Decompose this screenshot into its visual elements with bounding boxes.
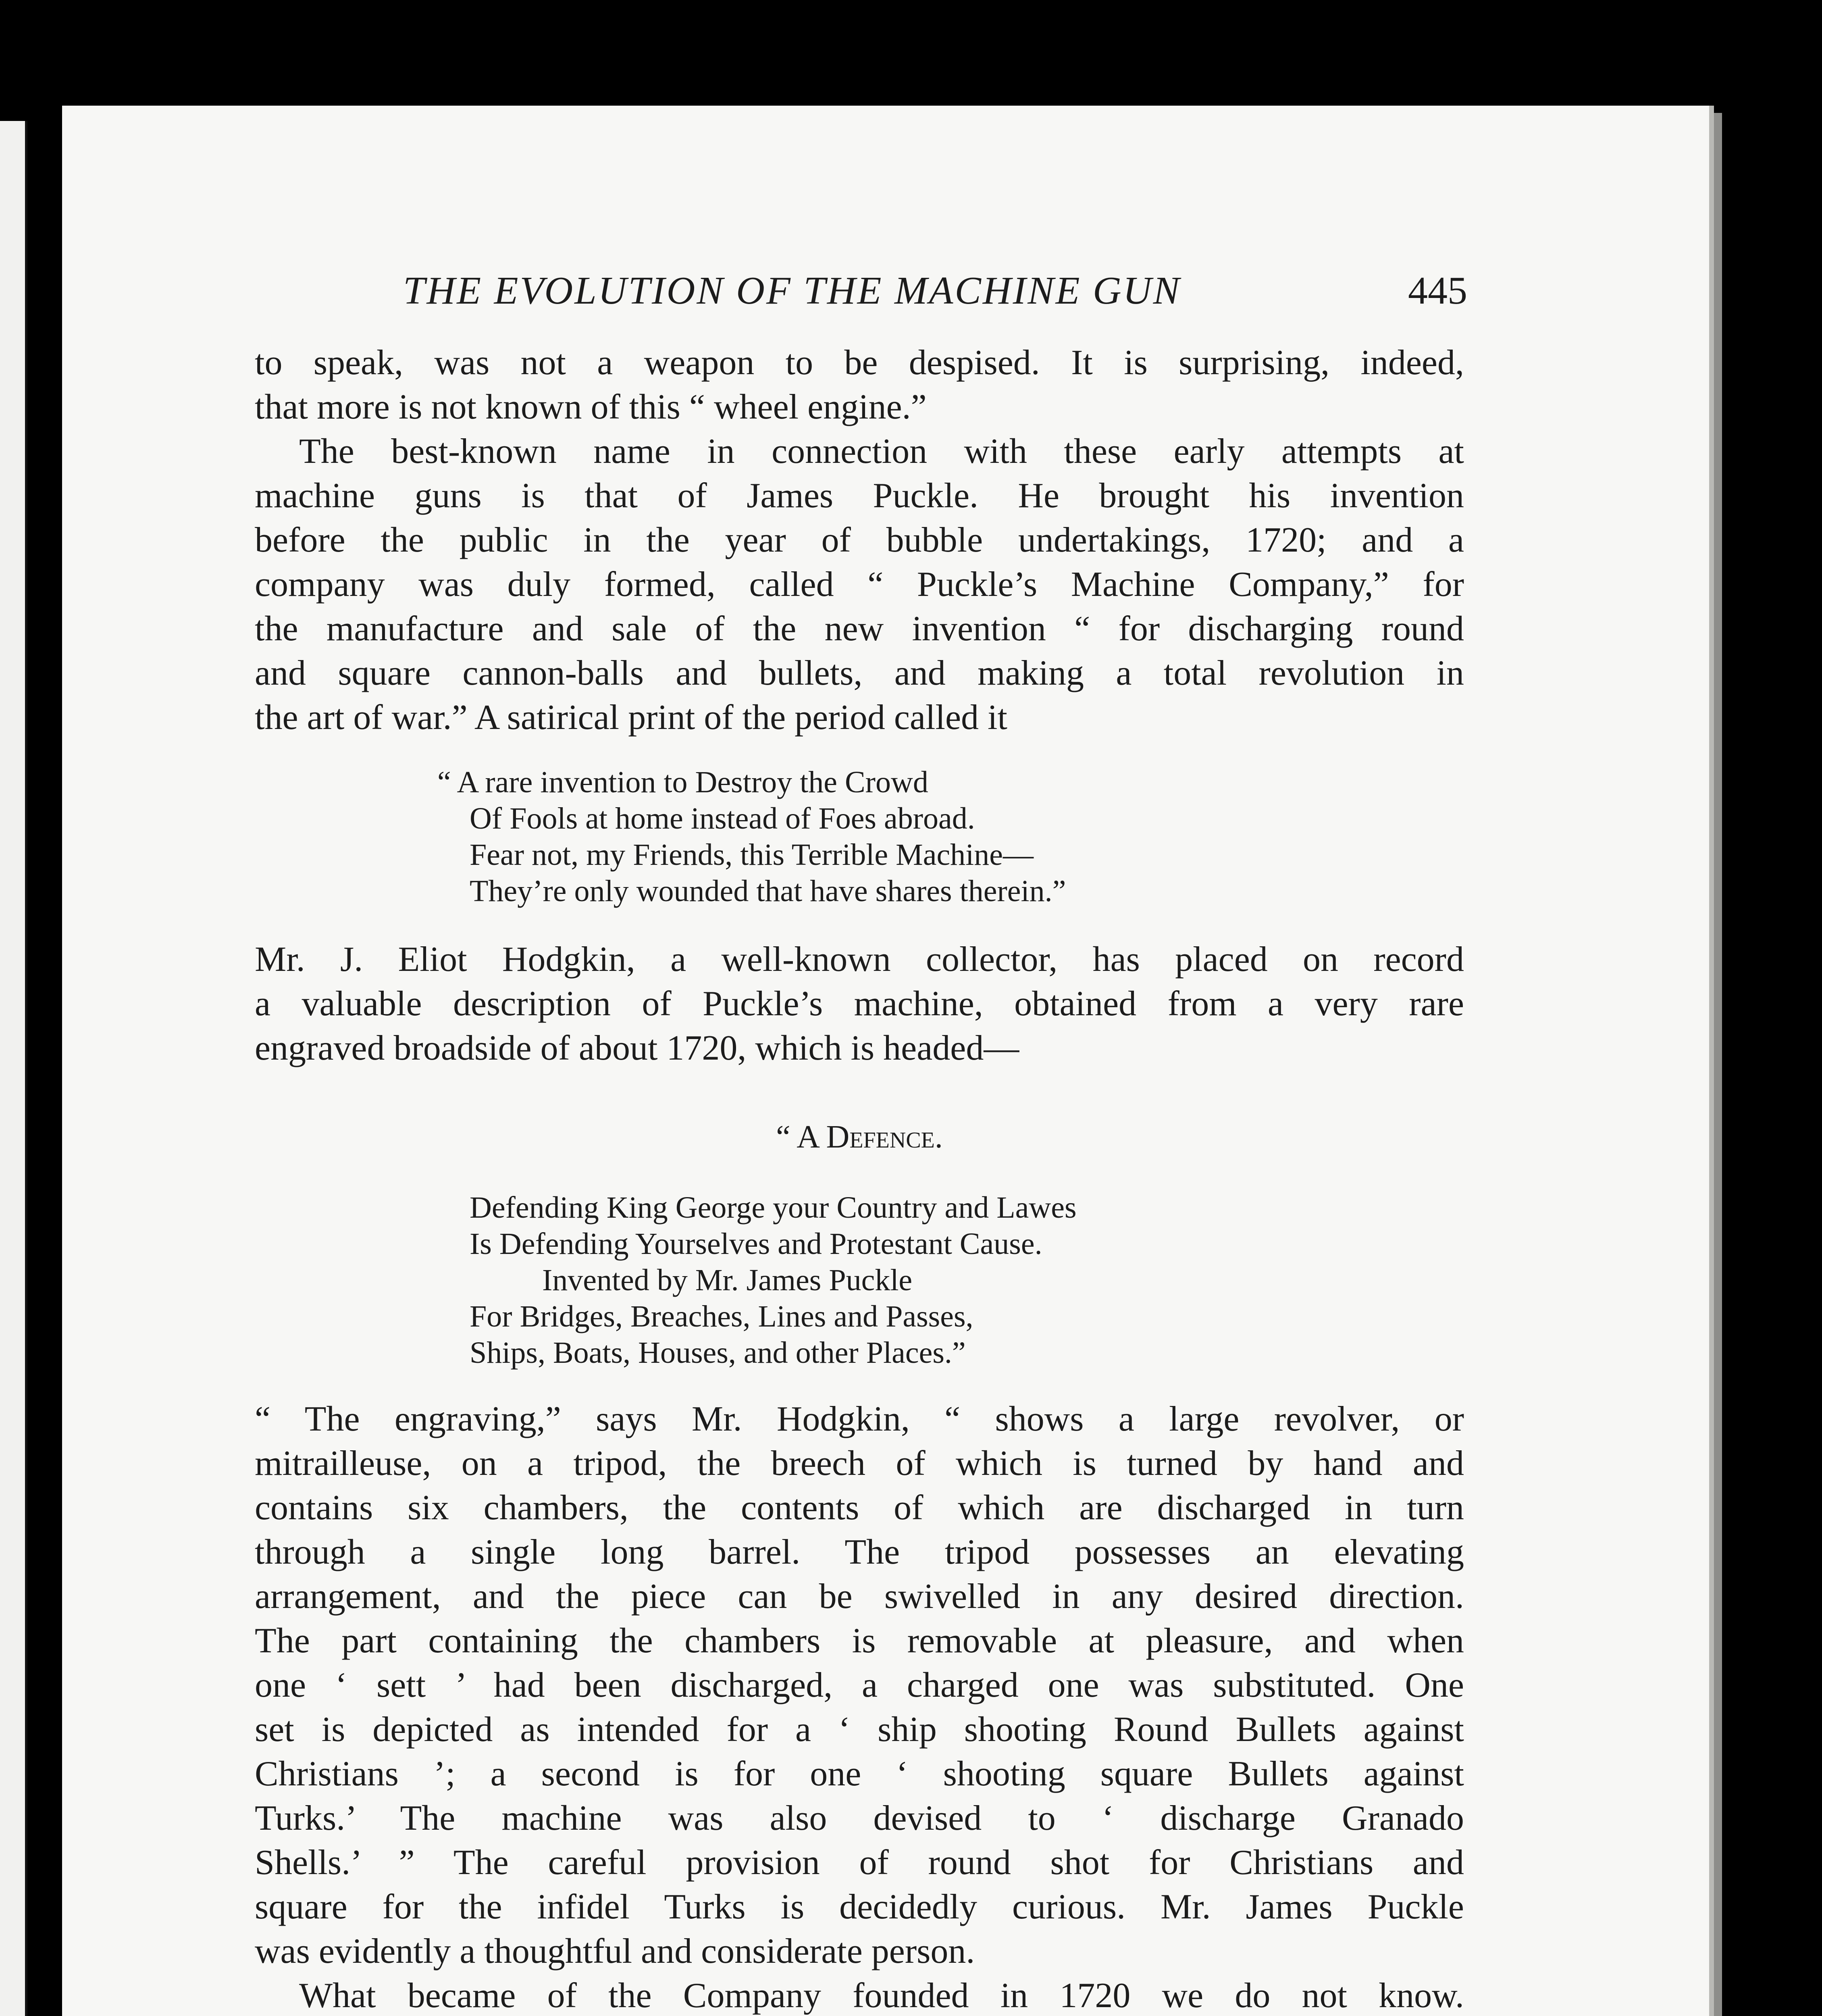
verse-line: Is Defending Yourselves and Protestant Cause. — [470, 1227, 1042, 1261]
text-line: square for the infidel Turks is decidedly curious. Mr. James Puckle — [255, 1887, 1464, 1926]
text-line: arrangement, and the piece can be swivelled in any desired direction. — [255, 1577, 1464, 1616]
verse-line: “ A rare invention to Destroy the Crowd — [437, 765, 928, 799]
facing-page-edge — [0, 121, 27, 2016]
text-line: What became of the Company founded in 1720 we do not know. — [299, 1976, 1464, 2015]
text-line: contains six chambers, the contents of which are discharged in turn — [255, 1488, 1464, 1527]
verse-line: Ships, Boats, Houses, and other Places.” — [470, 1336, 966, 1370]
text-line: Turks.’ The machine was also devised to ‘ discharge Granado — [255, 1799, 1464, 1838]
text-line: a valuable description of Puckle’s machine, obtained from a very rare — [255, 984, 1464, 1023]
text-line: the art of war.” A satirical print of the period called it — [255, 698, 1007, 737]
text-line: engraved broadside of about 1720, which is headed— — [255, 1029, 1019, 1068]
verse-line: For Bridges, Breaches, Lines and Passes, — [470, 1300, 973, 1333]
text-line: through a single long barrel. The tripod possesses an elevating — [255, 1533, 1464, 1572]
text-line: Mr. J. Eliot Hodgkin, a well-known collector, has placed on record — [255, 940, 1464, 979]
text-line: before the public in the year of bubble undertakings, 1720; and a — [255, 521, 1464, 560]
text-line: and square cannon-balls and bullets, and making a total revolution in — [255, 654, 1464, 693]
text-line: “ The engraving,” says Mr. Hodgkin, “ shows a large revolver, or — [255, 1400, 1464, 1439]
text-line: machine guns is that of James Puckle. He brought his invention — [255, 476, 1464, 515]
section-heading: “ A Defence. — [776, 1119, 943, 1155]
text-line: The part containing the chambers is removable at pleasure, and when — [255, 1621, 1464, 1660]
text-line: Shells.’ ” The careful provision of round shot for Christians and — [255, 1843, 1464, 1882]
verse-line: Of Fools at home instead of Foes abroad. — [470, 802, 975, 835]
verse-line: They’re only wounded that have shares therein.” — [470, 874, 1066, 908]
text-line: set is depicted as intended for a ‘ ship shooting Round Bullets against — [255, 1710, 1464, 1749]
text-line: the manufacture and sale of the new invention “ for discharging round — [255, 609, 1464, 648]
verse-line: Defending King George your Country and Lawes — [470, 1191, 1077, 1225]
verse-line: Fear not, my Friends, this Terrible Machine— — [470, 838, 1034, 872]
text-line: one ‘ sett ’ had been discharged, a charged one was substituted. One — [255, 1666, 1464, 1705]
running-title: THE EVOLUTION OF THE MACHINE GUN — [403, 269, 1181, 312]
text-line: The best-known name in connection with these early attempts at — [299, 432, 1464, 471]
text-line: mitrailleuse, on a tripod, the breech of which is turned by hand and — [255, 1444, 1464, 1483]
text-line: that more is not known of this “ wheel engine.” — [255, 387, 927, 427]
text-line: was evidently a thoughtful and considerate person. — [255, 1932, 975, 1971]
text-line: company was duly formed, called “ Puckle’s Machine Company,” for — [255, 565, 1464, 604]
text-line: to speak, was not a weapon to be despised. It is surprising, indeed, — [255, 343, 1464, 382]
page-number: 445 — [1408, 269, 1467, 312]
text-line: Christians ’; a second is for one ‘ shooting square Bullets against — [255, 1754, 1464, 1793]
verse-line: Invented by Mr. James Puckle — [542, 1263, 913, 1297]
